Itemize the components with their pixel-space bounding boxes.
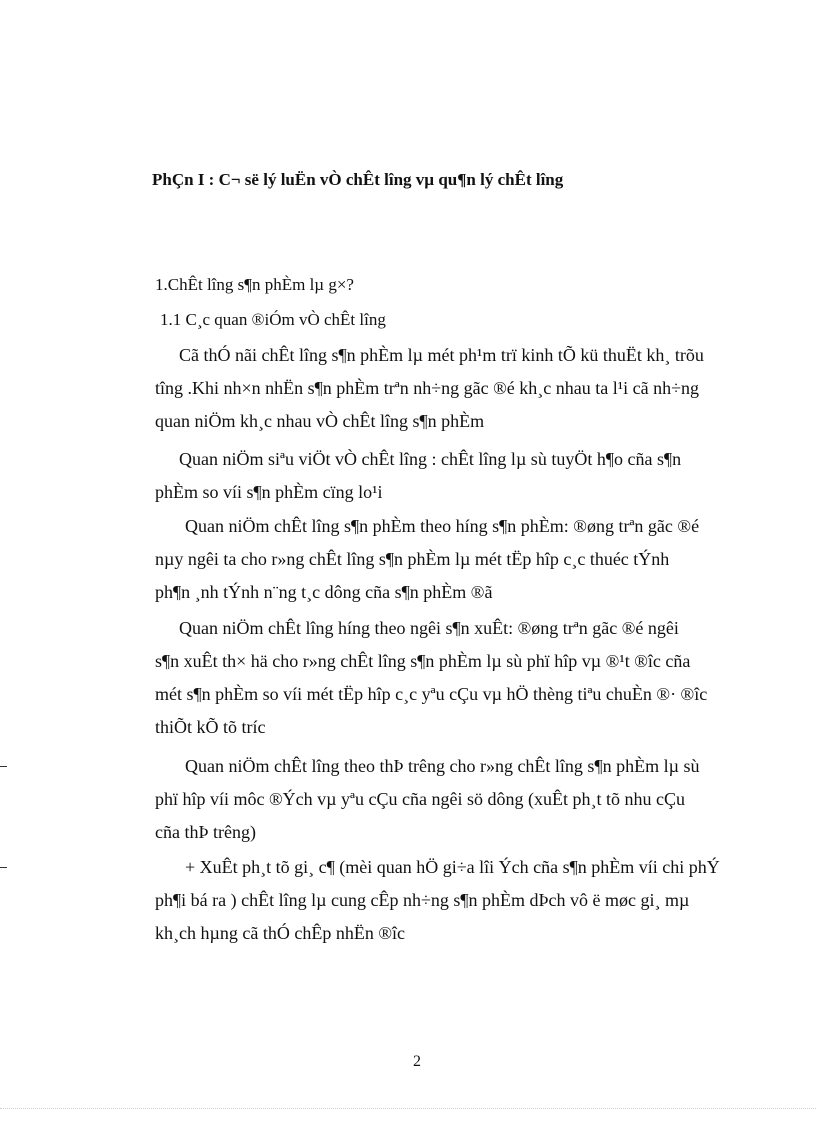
paragraph-6-line-3: kh¸ch hµng cã thÓ chÊp nhËn ®îc xyxy=(155,923,405,943)
paragraph-5-line-2: phï hîp víi môc ®Ých vµ yªu cÇu cña ngêi sö dông (xuÊt ph¸t tõ nhu cÇu xyxy=(155,789,685,809)
section-title-1: 1.ChÊt lîng s¶n phÈm lµ g×? xyxy=(155,275,354,294)
paragraph-4-line-3: mét s¶n phÈm so víi mét tËp hîp c¸c yªu cÇu vµ hÖ thèng tiªu chuÈn ®· ®îc xyxy=(155,684,708,704)
paragraph-3-line-2: nµy ngêi ta cho r»ng chÊt lîng s¶n phÈm lµ mét tËp hîp c¸c thuéc tÝnh xyxy=(155,549,670,569)
paragraph-4-line-2: s¶n xuÊt th× hä cho r»ng chÊt lîng s¶n phÈm lµ sù phï hîp vµ ®¹t ®îc cña xyxy=(155,651,691,671)
page-bottom-divider xyxy=(0,1108,816,1109)
paragraph-2-line-1: Quan niÖm siªu viÖt vÒ chÊt lîng : chÊt lîng lµ sù tuyÖt h¶o cña s¶n xyxy=(179,449,682,469)
margin-tick-mark xyxy=(0,867,7,868)
paragraph-4-line-1: Quan niÖm chÊt lîng híng theo ngêi s¶n xuÊt: ®øng trªn gãc ®é ngêi xyxy=(179,618,679,638)
paragraph-3-line-3: ph¶n ¸nh tÝnh n¨ng t¸c dông cña s¶n phÈm ®ã xyxy=(155,582,493,602)
paragraph-2-line-2: phÈm so víi s¶n phÈm cïng lo¹i xyxy=(155,482,383,502)
paragraph-3-line-1: Quan niÖm chÊt lîng s¶n phÈm theo híng s¶n phÈm: ®øng trªn gãc ®é xyxy=(185,516,700,536)
paragraph-1-line-1: Cã thÓ nãi chÊt lîng s¶n phÈm lµ mét ph¹m trï kinh tÕ kü thuËt kh¸ trõu xyxy=(179,345,704,365)
paragraph-1-line-2: tîng .Khi nh×n nhËn s¶n phÈm trªn nh÷ng gãc ®é kh¸c nhau ta l¹i cã nh÷ng xyxy=(155,378,700,398)
section-title-1-1: 1.1 C¸c quan ®iÓm vÒ chÊt lîng xyxy=(160,310,386,329)
paragraph-1-line-3: quan niÖm kh¸c nhau vÒ chÊt lîng s¶n phÈm xyxy=(155,411,485,431)
paragraph-4-line-4: thiÕt kÕ tõ tríc xyxy=(155,717,266,737)
paragraph-6-line-2: ph¶i bá ra ) chÊt lîng lµ cung cÊp nh÷ng s¶n phÈm dÞch vô ë møc gi¸ mµ xyxy=(155,890,690,910)
paragraph-6-line-1: + XuÊt ph¸t tõ gi¸ c¶ (mèi quan hÖ gi÷a lîi Ých cña s¶n phÈm víi chi phÝ xyxy=(185,857,720,877)
margin-tick-mark xyxy=(0,766,7,767)
paragraph-5-line-3: cña thÞ trêng) xyxy=(155,822,256,842)
page-number: 2 xyxy=(413,1053,421,1070)
paragraph-5-line-1: Quan niÖm chÊt lîng theo thÞ trêng cho r»ng chÊt lîng s¶n phÈm lµ sù xyxy=(185,756,700,776)
chapter-heading: PhÇn I : C¬ së lý luËn vÒ chÊt lîng vµ qu¶n lý chÊt lîng xyxy=(152,170,564,189)
